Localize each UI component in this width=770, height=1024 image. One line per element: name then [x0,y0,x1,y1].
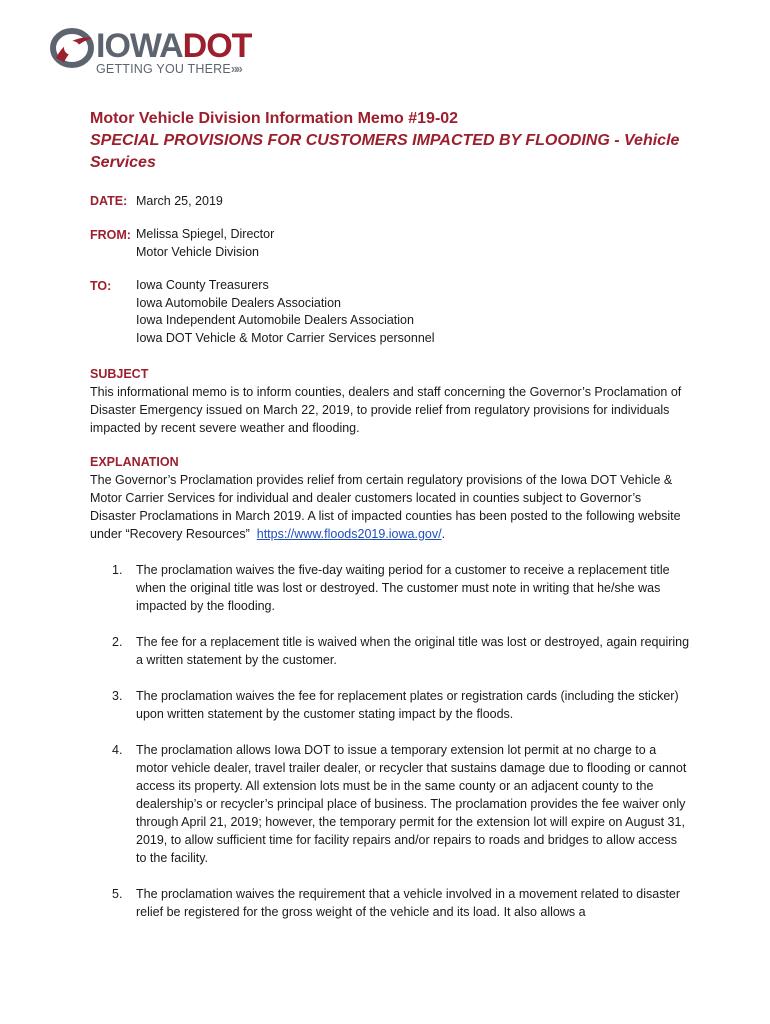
list-item-number: 4. [112,743,123,757]
to-line: Iowa Automobile Dealers Association [136,295,341,310]
chevron-right-icon: »» [230,62,241,76]
list-item [90,561,690,615]
memo-content [90,108,690,921]
list-item [90,885,690,921]
explanation-text: The Governor’s Proclamation provides relief from certain regulatory provisions of the Iowa DOT Vehicle & Motor Carrier Services for individual and dealer customers located in counties subject to Governor’s Disaster Proclamations in March 2019. A list of impacted counties has been posted to the following website under “Recovery Resources” [90,473,681,541]
list-item-text: The proclamation waives the five-day waiting period for a customer to receive a replacement title when the original title was lost or destroyed. The customer must note in writing that he/she was impacted by the flooding. [136,563,670,613]
from-line: Motor Vehicle Division [136,244,259,259]
to-line: Iowa County Treasurers [136,278,269,292]
floods-website-link[interactable]: https://www.floods2019.iowa.gov/ [256,527,442,541]
to-line: Iowa DOT Vehicle & Motor Carrier Services personnel [136,330,435,345]
from-label: FROM: [90,228,131,242]
date-label: DATE: [90,194,128,208]
list-item [90,741,690,867]
logo-wordmark [96,26,251,66]
list-item-text: The proclamation waives the requirement that a vehicle involved in a movement related to disaster relief be registered for the gross weight of the vehicle and its load. It also allows a [136,887,681,919]
to-label: TO: [90,279,112,293]
logo-tagline [96,61,241,77]
subject-text: This informational memo is to inform counties, dealers and staff concerning the Governor’s Proclamation of Disaster Emergency issued on March 22, 2019, to provide relief from regulatory provisions for individuals impacted by recent severe weather and flooding. [90,385,682,435]
list-item [90,633,690,669]
from-line: Melissa Spiegel, Director [136,227,275,241]
iowa-dot-logo [50,26,260,80]
explanation-heading: EXPLANATION [90,455,179,469]
list-item-number: 2. [112,635,123,649]
memo-title: Motor Vehicle Division Information Memo #19-02 [90,110,459,127]
list-item-text: The proclamation allows Iowa DOT to issue a temporary extension lot permit at no charge to a motor vehicle dealer, travel trailer dealer, or recycler that sustains damage due to flooding or cannot access its property. All extension lots must be in the same county or an adjacent county to the dealership’s or recycler’s principal place of business. The proclamation provides the fee waiver only through April 21, 2019; however, the temporary permit for the extension lot will expire on August 31, 2019, to allow sufficient time for facility repairs and/or repairs to roads and bridges to allow access to the facility. [136,743,687,865]
list-item-number: 1. [112,563,123,577]
list-item-text: The proclamation waives the fee for replacement plates or registration cards (including the sticker) upon written statement by the customer stating impact by the floods. [136,689,679,721]
date-value: March 25, 2019 [136,194,223,208]
explanation-end: . [441,527,446,541]
date-row [90,192,690,210]
memo-subtitle: SPECIAL PROVISIONS FOR CUSTOMERS IMPACTED BY FLOODING - Vehicle Services [90,132,680,171]
logo-word-dot: DOT [182,27,252,65]
list-item [90,687,690,723]
list-item-number: 5. [112,887,123,901]
from-row [90,226,690,261]
to-line: Iowa Independent Automobile Dealers Association [136,313,414,327]
to-row [90,277,690,347]
logo-word-iowa: IOWA [96,27,183,65]
to-value [136,277,435,347]
list-item-text: The fee for a replacement title is waived when the original title was lost or destroyed, again requiring a written statement by the customer. [136,635,690,667]
logo-tagline-text: GETTING YOU THERE [96,62,231,76]
from-value [136,226,274,261]
list-item-number: 3. [112,689,123,703]
explanation-paragraph [90,471,690,543]
swoosh-logo-icon [50,28,94,68]
subject-heading: SUBJECT [90,367,149,381]
provisions-list [90,561,690,921]
